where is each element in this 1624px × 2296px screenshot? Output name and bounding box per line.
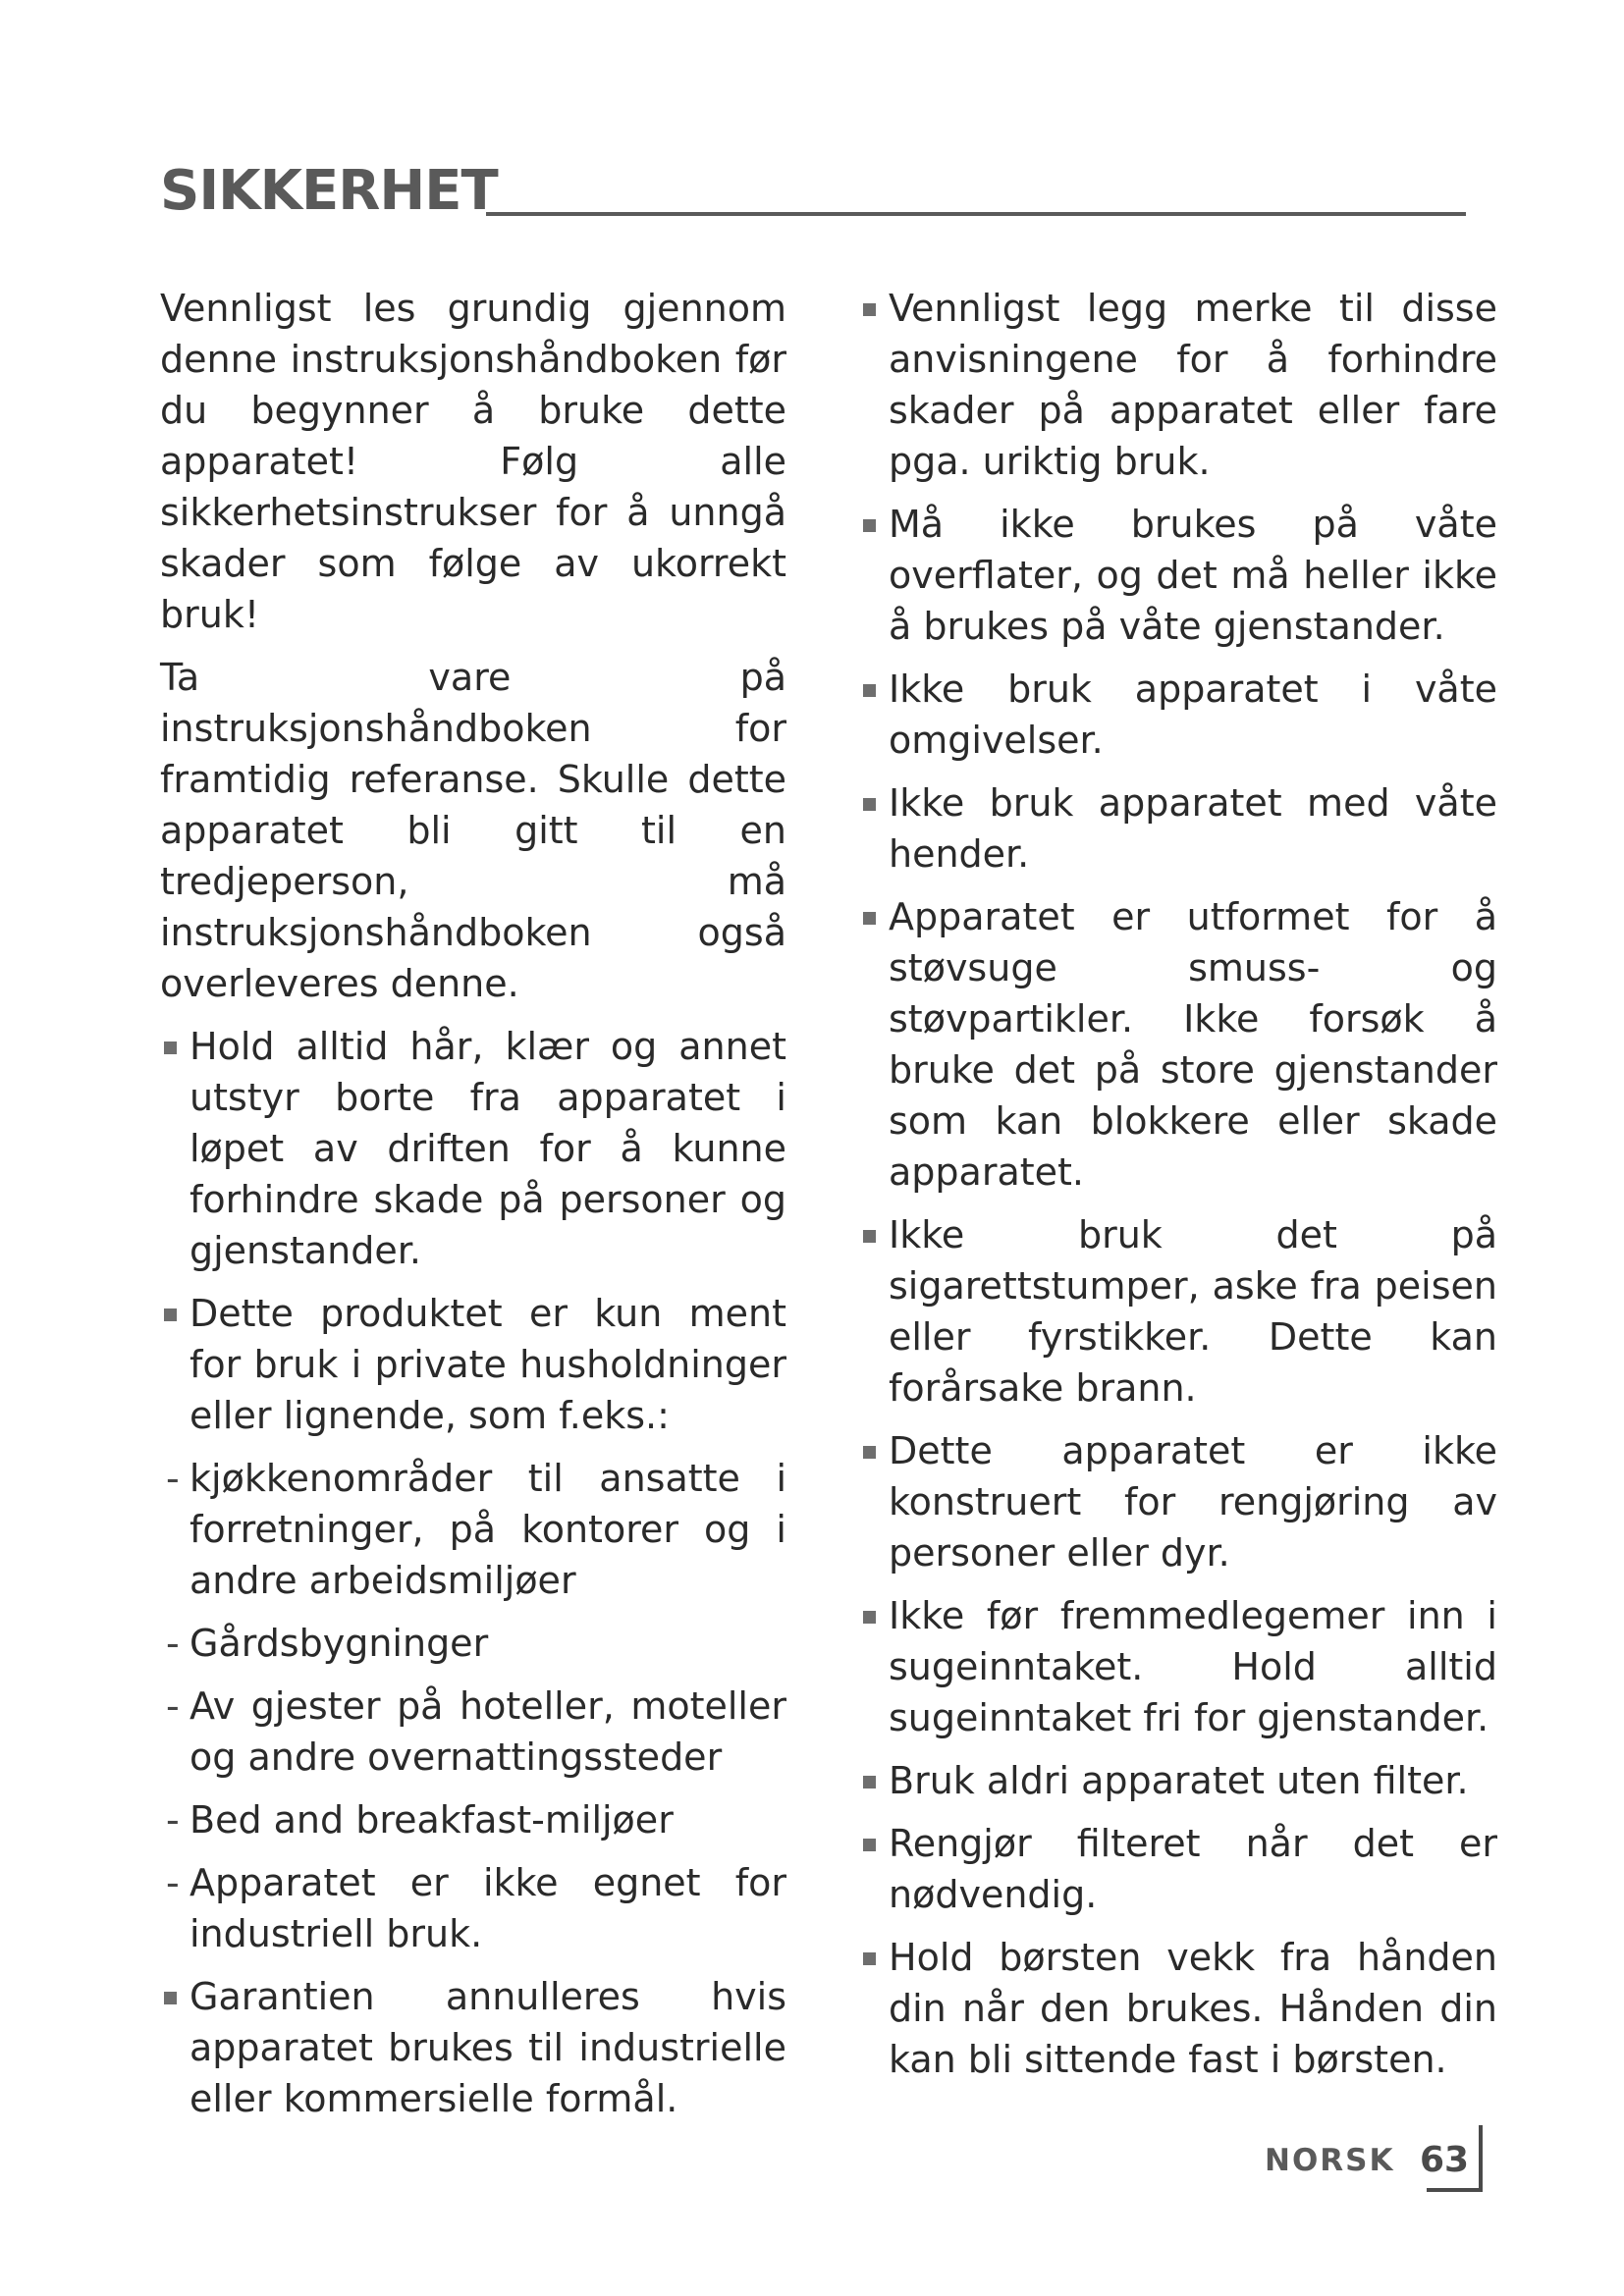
list-item-text: Ikke bruk apparatet med våte hender.: [889, 781, 1497, 876]
dash-bullet-icon: -: [166, 1684, 180, 1728]
list-item-text: Hold børsten vekk fra hånden din når den brukes. Hånden din kan bli sittende fast i børsten.: [889, 1936, 1497, 2081]
list-item: [859, 1932, 1497, 2085]
dash-bullet-icon: -: [166, 1798, 180, 1842]
footer-vertical-rule: [1479, 2125, 1483, 2192]
left-column: [160, 283, 786, 2136]
list-item: [160, 1021, 786, 1276]
sub-list-item: [160, 1857, 786, 1959]
square-bullet-icon: [863, 303, 876, 316]
dash-bullet-icon: -: [166, 1457, 180, 1500]
page-title: SIKKERHET: [160, 159, 498, 223]
list-item: [859, 1425, 1497, 1578]
list-item: [160, 1288, 786, 1441]
square-bullet-icon: [863, 1230, 876, 1243]
sub-list-item: [160, 1453, 786, 1606]
list-item-text: Ikke bruk det på sigarettstumper, aske fra peisen eller fyrstikker. Dette kan forårsake brann.: [889, 1213, 1497, 1410]
square-bullet-icon: [164, 1992, 177, 2004]
list-item: [859, 283, 1497, 487]
page-header: [160, 157, 1466, 226]
list-item: [859, 1209, 1497, 1414]
list-item-text: Må ikke brukes på våte overflater, og det må heller ikke å brukes på våte gjenstander.: [889, 503, 1497, 648]
list-item-text: Dette apparatet er ikke konstruert for rengjøring av personer eller dyr.: [889, 1429, 1497, 1575]
square-bullet-icon: [863, 1446, 876, 1459]
intro-paragraph: Vennligst les grundig gjennom denne instruksjonshåndboken før du begynner å bruke dette apparatet! Følg alle sikkerhetsinstrukser for å unngå skader som følge av ukorrekt bruk!: [160, 287, 786, 636]
list-item: [859, 891, 1497, 1198]
title-rule: [486, 212, 1466, 216]
list-item: [859, 664, 1497, 766]
list-item-text: Ikke før fremmedlegemer inn i sugeinntaket. Hold alltid sugeinntaket fri for gjenstander.: [889, 1594, 1497, 1739]
list-item-text: Vennligst legg merke til disse anvisningene for å forhindre skader på apparatet eller fare pga. uriktig bruk.: [889, 287, 1497, 483]
right-column: [859, 283, 1497, 2097]
sub-list-item: [160, 1794, 786, 1845]
square-bullet-icon: [863, 1776, 876, 1789]
square-bullet-icon: [164, 1308, 177, 1321]
square-bullet-icon: [863, 519, 876, 532]
page-number: 63: [1420, 2140, 1470, 2180]
footer-language: NORSK: [1265, 2143, 1395, 2178]
list-item-text: Garantien annulleres hvis apparatet brukes til industrielle eller kommersielle formål.: [189, 1975, 786, 2120]
list-item: [859, 1818, 1497, 1920]
list-item-text: Apparatet er utformet for å støvsuge smuss- og støvpartikler. Ikke forsøk å bruke det på store gjenstander som kan blokkere eller skade apparatet.: [889, 895, 1497, 1194]
sub-list-item-text: Gårdsbygninger: [189, 1622, 489, 1665]
sub-list-item: [160, 1618, 786, 1669]
sub-list-item: [160, 1681, 786, 1783]
list-item: [859, 1755, 1497, 1806]
sub-list-item-text: Av gjester på hoteller, moteller og andre overnattingssteder: [189, 1684, 786, 1779]
list-item: [859, 499, 1497, 652]
square-bullet-icon: [863, 798, 876, 811]
square-bullet-icon: [863, 1611, 876, 1624]
list-item: [160, 1971, 786, 2124]
sub-list-item-text: Apparatet er ikke egnet for industriell bruk.: [189, 1861, 786, 1955]
square-bullet-icon: [863, 684, 876, 697]
list-item-text: Dette produktet er kun ment for bruk i private husholdninger eller lignende, som f.eks.:: [189, 1292, 786, 1437]
sub-list-item-text: Bed and breakfast-miljøer: [189, 1798, 674, 1842]
square-bullet-icon: [863, 912, 876, 925]
list-item-text: Rengjør filteret når det er nødvendig.: [889, 1822, 1497, 1916]
list-item: [859, 777, 1497, 880]
list-item-text: Ikke bruk apparatet i våte omgivelser.: [889, 667, 1497, 762]
list-item-text: Bruk aldri apparatet uten filter.: [889, 1759, 1469, 1802]
square-bullet-icon: [863, 1839, 876, 1851]
dash-bullet-icon: -: [166, 1861, 180, 1904]
square-bullet-icon: [164, 1041, 177, 1054]
list-item: [859, 1590, 1497, 1743]
dash-bullet-icon: -: [166, 1622, 180, 1665]
keep-manual-paragraph: Ta vare på instruksjonshåndboken for framtidig referanse. Skulle dette apparatet bli gitt til en tredjeperson, må instruksjonshåndboken også overleveres denne.: [160, 656, 786, 1005]
list-item-text: Hold alltid hår, klær og annet utstyr borte fra apparatet i løpet av driften for å kunne forhindre skade på personer og gjenstander.: [189, 1025, 786, 1272]
sub-list-item-text: kjøkkenområder til ansatte i forretninger, på kontorer og i andre arbeidsmiljøer: [189, 1457, 786, 1602]
footer-horizontal-rule: [1427, 2188, 1483, 2192]
square-bullet-icon: [863, 1952, 876, 1965]
